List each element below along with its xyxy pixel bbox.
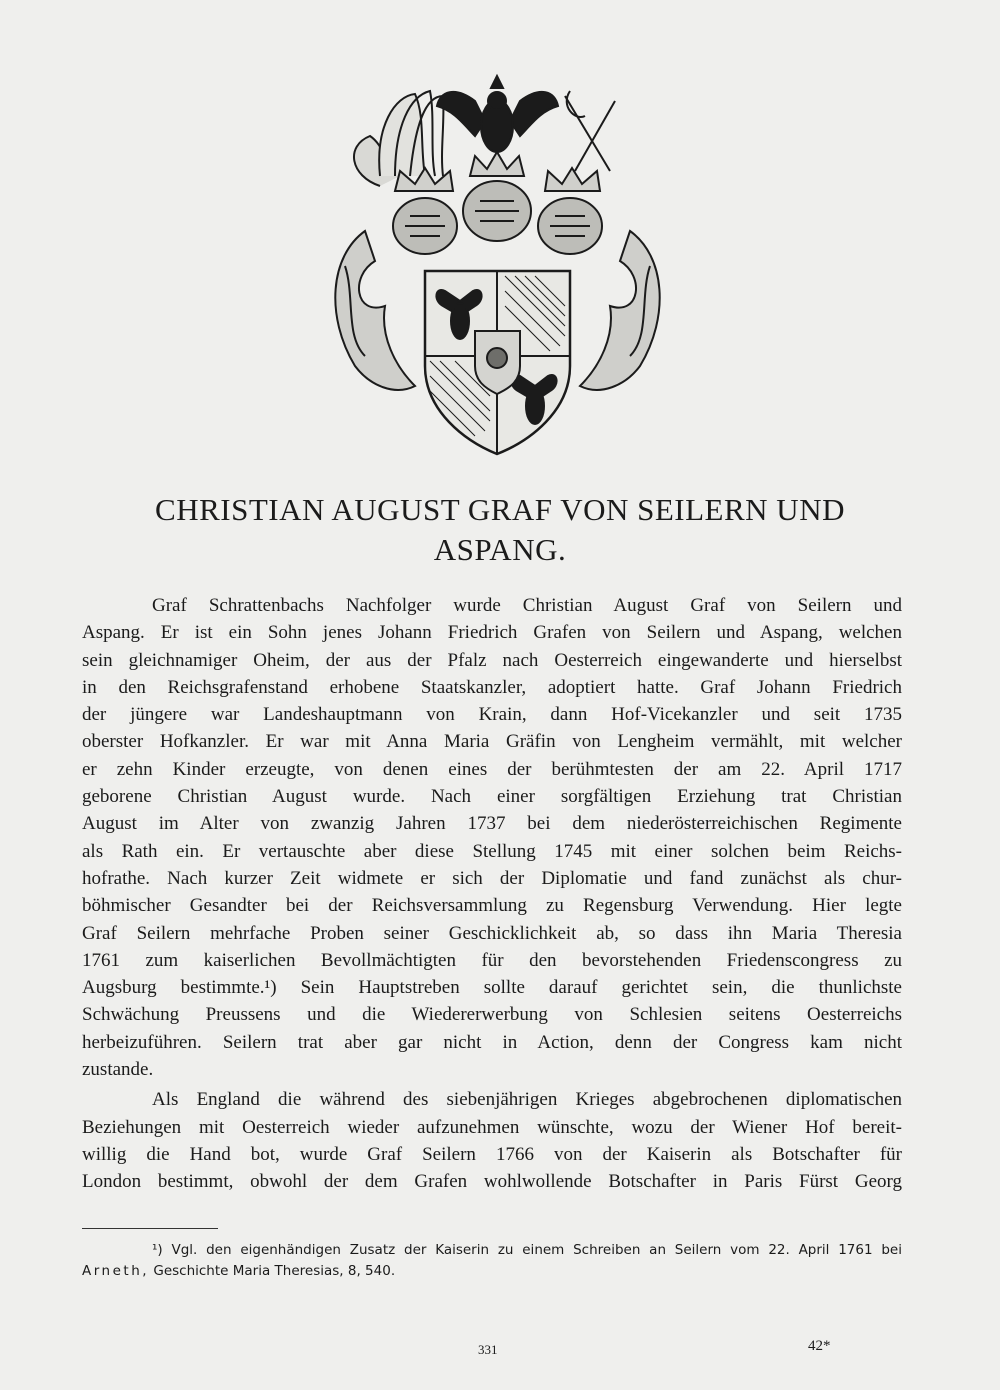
text-line: oberster Hofkanzler. Er war mit Anna Maria Gräfin von Lengheim vermählt, mit welcher	[82, 731, 902, 753]
text-line: August im Alter von zwanzig Jahren 1737 bei dem niederösterreichischen Regimente	[82, 813, 902, 835]
signature-mark: 42*	[808, 1338, 831, 1354]
page-number: 331	[478, 1342, 498, 1357]
text-line: Als England die während des siebenjährigen Krieges abgebrochenen diplomatischen	[152, 1089, 902, 1111]
text-line: zustande.	[82, 1059, 154, 1081]
text-line: Augsburg bestimmte.¹) Sein Hauptstreben sollte darauf gerichtet sein, die thunlichste	[82, 977, 902, 999]
text-line: Graf Schrattenbachs Nachfolger wurde Christian August Graf von Seilern und	[152, 595, 902, 616]
text-line: London bestimmt, obwohl der dem Grafen wohlwollende Botschafter in Paris Fürst Georg	[82, 1171, 902, 1193]
text-line: der jüngere war Landeshauptmann von Krain, dann Hof-Vicekanzler und seit 1735	[82, 704, 902, 726]
text-line: Graf Seilern mehrfache Proben seiner Geschicklichkeit ab, so dass ihn Maria Theresia	[82, 922, 902, 944]
text-line: Beziehungen mit Oesterreich wieder aufzunehmen wünschte, wozu der Wiener Hof bereit-	[82, 1116, 902, 1138]
text-line: böhmischer Gesandter bei der Reichsversammlung zu Regensburg Verwendung. Hier legte	[82, 895, 902, 917]
text-line: geborene Christian August wurde. Nach einer sorgfältigen Erziehung trat Christian	[82, 786, 902, 808]
text-line: sein gleichnamiger Oheim, der aus der Pfalz nach Oesterreich eingewanderte und hierselbst	[82, 649, 902, 671]
coat-of-arms-icon	[325, 66, 670, 458]
text-line: willig die Hand bot, wurde Graf Seilern 1766 von der Kaiserin als Botschafter für	[82, 1143, 902, 1165]
text-line: hofrathe. Nach kurzer Zeit widmete er sich der Diplomatie und fand zunächst als chur-	[82, 867, 902, 889]
text-line: 1761 zum kaiserlichen Bevollmächtigten für den bevorstehenden Friedenscongress zu	[82, 949, 902, 971]
footnote-author: Arneth,	[82, 1263, 150, 1279]
text-line: Schwächung Preussens und die Wiedererwerbung von Schlesien seitens Oesterreichs	[82, 1004, 902, 1026]
title-line-1: CHRISTIAN AUGUST GRAF VON SEILERN UND	[155, 492, 845, 527]
paragraph-2	[82, 1086, 902, 1195]
text-line: er zehn Kinder erzeugte, von denen eines der berühmtesten der am 22. April 1717	[82, 758, 902, 780]
footnote-source: Geschichte Maria Theresias, 8, 540.	[149, 1263, 396, 1279]
text-line: als Rath ein. Er vertauschte aber diese Stellung 1745 mit einer solchen beim Reichs-	[82, 840, 902, 862]
footnote	[82, 1240, 902, 1282]
body-text	[82, 592, 902, 1196]
text-line: herbeizuführen. Seilern trat aber gar nicht in Action, denn der Congress kam nicht	[82, 1031, 902, 1053]
page-title	[80, 490, 920, 570]
text-line: Aspang. Er ist ein Sohn jenes Johann Friedrich Grafen von Seilern und Aspang, welchen	[82, 622, 902, 644]
title-line-2: ASPANG.	[433, 532, 567, 567]
paragraph-1	[82, 592, 902, 1083]
text-line: in den Reichsgrafenstand erhobene Staatskanzler, adoptiert hatte. Graf Johann Friedrich	[82, 676, 902, 698]
footnote-divider	[82, 1228, 218, 1229]
footnote-line-1: ¹) Vgl. den eigenhändigen Zusatz der Kaiserin zu einem Schreiben an Seilern vom 22. April 1761 bei	[152, 1242, 902, 1258]
footnote-line-2	[82, 1261, 902, 1282]
